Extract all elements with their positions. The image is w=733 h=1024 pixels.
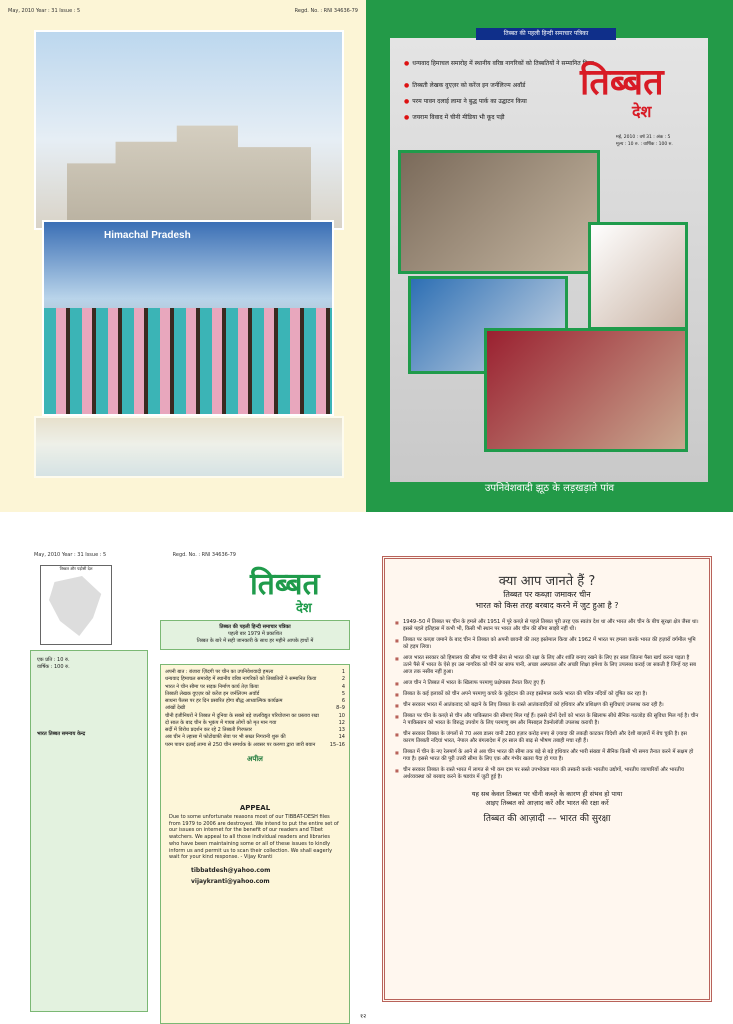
- intro-line: पहली बार 1979 में प्रकाशित: [228, 630, 282, 637]
- cover-photo-portrait: [588, 222, 688, 330]
- himachal-banner: Himachal Pradesh: [104, 230, 191, 241]
- dyk-title: क्या आप जानते हैं ?: [498, 574, 596, 589]
- toc-row: [161, 705, 349, 712]
- toc-page: 12: [338, 719, 345, 726]
- toc-title: धन्यवाद हिमाचल समारोह में स्थानीय वरिष्ठ नागरिकों को तिब्बतियों ने सम्मानित किया: [165, 676, 317, 683]
- toc-title: सर्दी में विरोध प्रदर्शन कर रहे 2 तिब्बती गिरफ्तार: [165, 727, 252, 733]
- toc-page: 5: [341, 690, 345, 697]
- cover-bullet: ● तिब्बती लेखक वुएज़र को करेंज इन जर्नलिज्म अवॉर्ड: [404, 82, 604, 90]
- contents-header: [34, 552, 236, 558]
- toc-title: साधना पैलस पर हर दिन प्रसारित होगा बौद्ध आध्यात्मिक कार्यक्रम: [165, 698, 283, 704]
- page-number: १२: [360, 1013, 367, 1020]
- toc-page: 10: [338, 712, 345, 719]
- dyk-subtitle: भारत को किस तरह बरबाद करने में जुट हुआ है ?: [475, 601, 619, 610]
- cover-tagline: तिब्बत की पहली हिन्दी समाचार पत्रिका: [476, 28, 616, 40]
- toc-page: 4: [341, 683, 345, 690]
- potala-photo: [34, 30, 344, 230]
- cover-photo-dalai-lama: [398, 150, 600, 274]
- palace-shape: [67, 120, 312, 228]
- publisher: भारत तिब्बत समन्वय केन्द्र: [37, 730, 86, 737]
- dyk-subtitle: तिब्बत पर कब्ज़ा जमाकर चीन: [503, 590, 591, 599]
- back-cover: [0, 0, 366, 512]
- map-title: तिब्बत और पड़ोसी देश: [59, 566, 93, 571]
- contents-logo-sub: देश: [296, 601, 312, 616]
- issue-info: May, 2010 Year : 31 Issue : 5: [34, 552, 107, 558]
- email[interactable]: tibbatdesh@yahoo.com: [191, 867, 271, 874]
- toc-row: [161, 720, 349, 727]
- toc-list: [161, 665, 349, 749]
- toc-page: 1: [341, 669, 345, 675]
- dyk-slogan: तिब्बत की आज़ादी –– भारत की सुरक्षा: [483, 814, 611, 825]
- toc-page: 8–9: [336, 705, 345, 712]
- cover-logo-sub: देश: [632, 102, 652, 121]
- dyk-item: ■ चीन सरकार तिब्बत के जंगलों से 70 अरब डालर यानी 280 हज़ार करोड़ रुपए से ज़्यादा की लकड़ी काटकर विदेशी और देशी बाज़ारों में बेच चुकी है। इस कारण तिब्बती नदियां भारत, नेपाल और बंगलादेश में हर साल की बाढ़ से भीषण तबाही मचा रही हैं।: [403, 731, 699, 745]
- appeal-en-text: Due to some unfortunate reasons most of our TIBBAT-DESH files from 1979 to 2006 are destroyed. We intend to put the entire set of our issues on internet for the benefit of our readers and Tibet watchers. We appeal to all those individual readers and libraries who have been maintaining some or all of these issues to kindly inform us and permit us to scan their collection. We shall eagerly wait for your kind response. - Vijay Kranti: [169, 813, 339, 861]
- toc-page: 15–16: [329, 741, 345, 748]
- email[interactable]: vijaykranti@yahoo.com: [191, 878, 270, 885]
- cover-caption: उपनिवेशवादी झूठ के लड़खड़ाते पांव: [484, 483, 615, 494]
- cover-logo: तिब्बत: [580, 61, 664, 103]
- price-line: वार्षिक : 100 रु.: [37, 663, 70, 670]
- cover-bullet: ● धन्यवाद हिमाचल समारोह में स्थानीय वरिष्ठ नागरिकों को तिब्बतियों ने सम्मानित किया: [404, 60, 604, 68]
- dyk-item: ■ तिब्बत के कई इलाकों को चीन अपने परमाणु कचरे के कूड़ेदान की तरह इस्तेमाल करके भारत की पवित्र नदियों को दूषित कर रहा है।: [403, 691, 699, 698]
- toc-title: भारत ने चीन सीमा पर सड़क निर्माण कार्य तेज़ किया: [165, 683, 259, 690]
- toc-title: अब चीन ने ल्हासा में फोटोग्राफी सेवा पर भी सख्त निगरानी शुरू की: [165, 734, 286, 741]
- toc-row: [161, 734, 349, 741]
- price-line: एक प्रति : 10 रु.: [37, 657, 70, 663]
- toc-row: [161, 713, 349, 720]
- cover-photo-writer: [484, 328, 688, 452]
- dyk-item: ■ 1949–50 में तिब्बत पर चीन के हमले और 1951 में पूरे कब्ज़े से पहले तिब्बत पूरी तरह एक स्वतंत्र देश था और भारत और चीन के बीच सुरक्षा क्षेत्र जैसा था। इससे पहले इतिहास में कभी भी, किसी भी स्थान पर भारत और चीन की सीमा साझी नहीं थी।: [403, 619, 699, 633]
- regd-no: Regd. No. : RNI 34636-79: [294, 8, 358, 14]
- toc-page: 13: [338, 727, 345, 733]
- dyk-item: ■ चीन सरकार भारत में आतंकवाद को बढ़ाने के लिए तिब्बत के रास्ते आतंकवादियों को हथियार और प्रशिक्षण की सुविधाएं उपलब्ध करा रही है।: [403, 702, 699, 709]
- toc-row: [161, 698, 349, 705]
- toc-box: [160, 664, 350, 1024]
- masthead-box: [30, 650, 148, 1012]
- dyk-item: ■ आज चीन ने तिब्बत में भारत के खिलाफ परमाणु प्रक्षेपास्त्र तैनात किए हुए हैं।: [403, 680, 699, 687]
- dyk-item: ■ तिब्बत पर कब्ज़ा जमाने के बाद चीन ने तिब्बत को अपनी छावनी की तरह इस्तेमाल किया और 1962 में भारत पर हमला करके भारत की हज़ारों वर्गमील भूमि को हड़प लिया।: [403, 637, 699, 651]
- reflection: [34, 416, 344, 478]
- dyk-item: ■ चीन सरकार तिब्बत के रास्ते भारत में लागत से भी कम दाम पर सस्ते उपभोक्ता माल की तस्करी करके भारतीय उद्योगों, भारतीय व्यापारियों और भारतीय अर्थव्यवस्था को बरबाद करने के षडयंत्र में जुटी हुई है।: [403, 767, 699, 781]
- map-box: [40, 565, 112, 645]
- toc-page: 2: [341, 676, 345, 683]
- toc-page: 6: [341, 698, 345, 704]
- cover-bullet: ● जयराम विवाद में चीनी मीडिया भी कूद पड़ी: [404, 114, 604, 122]
- dyk-closing: आइए तिब्बत को आज़ाद करें और भारत की रक्षा करें: [485, 799, 609, 808]
- dyk-list: [385, 619, 709, 781]
- regd-no: Regd. No. : RNI 34636-79: [172, 552, 236, 558]
- dyk-item: ■ आज भारत सरकार को हिमालय की सीमा पर चीनी सेना से भारत की रक्षा के लिए और शांति बनाए रखने के लिए हर साल जितना पैसा खर्च करना पड़ता है उतने पैसे में भारत के ऐसे हर उस नागरिक को पीने का साफ पानी, अच्छा अस्पताल और अच्छी शिक्षा हमेशा के लिए उपलब्ध कराई जा सकती है जिन्हें यह सब आज तक नसीब नहीं हुआ।: [403, 655, 699, 676]
- tibet-map: [49, 576, 104, 636]
- toc-row: [161, 742, 349, 749]
- dance-photo: [42, 220, 334, 416]
- appeal-title: अपील: [247, 754, 263, 763]
- did-you-know-panel: [382, 556, 712, 1002]
- intro-line: तिब्बत के बारे में सही जानकारी के साथ हर महीने आपके हाथों में: [196, 637, 314, 644]
- toc-title: तिब्बती लेखक वुएज़र को करेंज इन जर्नलिज्म अवॉर्ड: [165, 690, 260, 697]
- dancers: [44, 308, 332, 414]
- cover-bullet: ● परम पावन दलाई लामा ने बुद्ध पार्क का उद्घाटन किया: [404, 98, 604, 106]
- front-cover: [366, 0, 733, 512]
- toc-title: आंखों देखी: [165, 705, 186, 712]
- issue-info: May, 2010 Year : 31 Issue : 5: [8, 8, 81, 14]
- toc-row: [161, 676, 349, 683]
- dyk-item: ■ तिब्बत में चीन के नए रेलमार्ग के आने से अब चीन भारत की सीमा तक बड़े से बड़े हथियार और भारी संख्या में सैनिक किसी भी समय तैनात करने में सक्षम हो गया है। इससे भारत की पूरी उत्तरी सीमा के लिए एक और गंभीर खतरा पैदा हो गया है।: [403, 749, 699, 763]
- toc-title: चीनी इंजीनियरों ने तिब्बत में दुनिया के सबसे बड़े जलविद्युत परियोजना का प्रस्ताव रखा: [165, 712, 319, 719]
- toc-title: अपनी बात : बंजारा ज़िंदगी पर चीन का उपनिवेशवादी हमला: [165, 669, 274, 675]
- toc-title: परम पावन दलाई लामा से 250 चीन समर्थक के अवसर पर करुणा द्वारा जारी बयान: [165, 741, 316, 748]
- toc-page: 14: [338, 734, 345, 741]
- toc-row: [161, 691, 349, 698]
- intro-line: तिब्बत की पहली हिन्दी समाचार पत्रिका: [219, 624, 291, 630]
- contents-logo: तिब्बत: [250, 567, 320, 602]
- toc-row: [161, 684, 349, 691]
- dyk-closing: यह सब केवल तिब्बत पर चीनी कब्ज़े के कारण ही संभव हो पाया: [471, 790, 623, 799]
- back-cover-header: [8, 8, 358, 14]
- dyk-item: ■ तिब्बत पर चीन के कब्ज़े से चीन और पाकिस्तान की सीमाएं मिल गई हैं। इससे दोनों देशों को भारत के खिलाफ सीधे सैनिक गठजोड़ की सुविधा मिल गई है। चीन ने पाकिस्तान को भारत के विरुद्ध उपयोग के लिए परमाणु बम और मिसाइल टैक्नोलॉजी उपलब्ध करायी है।: [403, 713, 699, 727]
- intro-box: [160, 620, 350, 650]
- cover-issue: मई, 2010 : वर्ष 31 : अंक : 5: [616, 135, 671, 140]
- cover-price: मूल्य : 10 रु. : वार्षिक : 100 रु.: [616, 142, 673, 147]
- appeal-en-title: APPEAL: [239, 803, 271, 812]
- toc-title: दो साल के बाद चीन के भूकंप में गायब लोगों को मृत मान गया: [165, 719, 277, 726]
